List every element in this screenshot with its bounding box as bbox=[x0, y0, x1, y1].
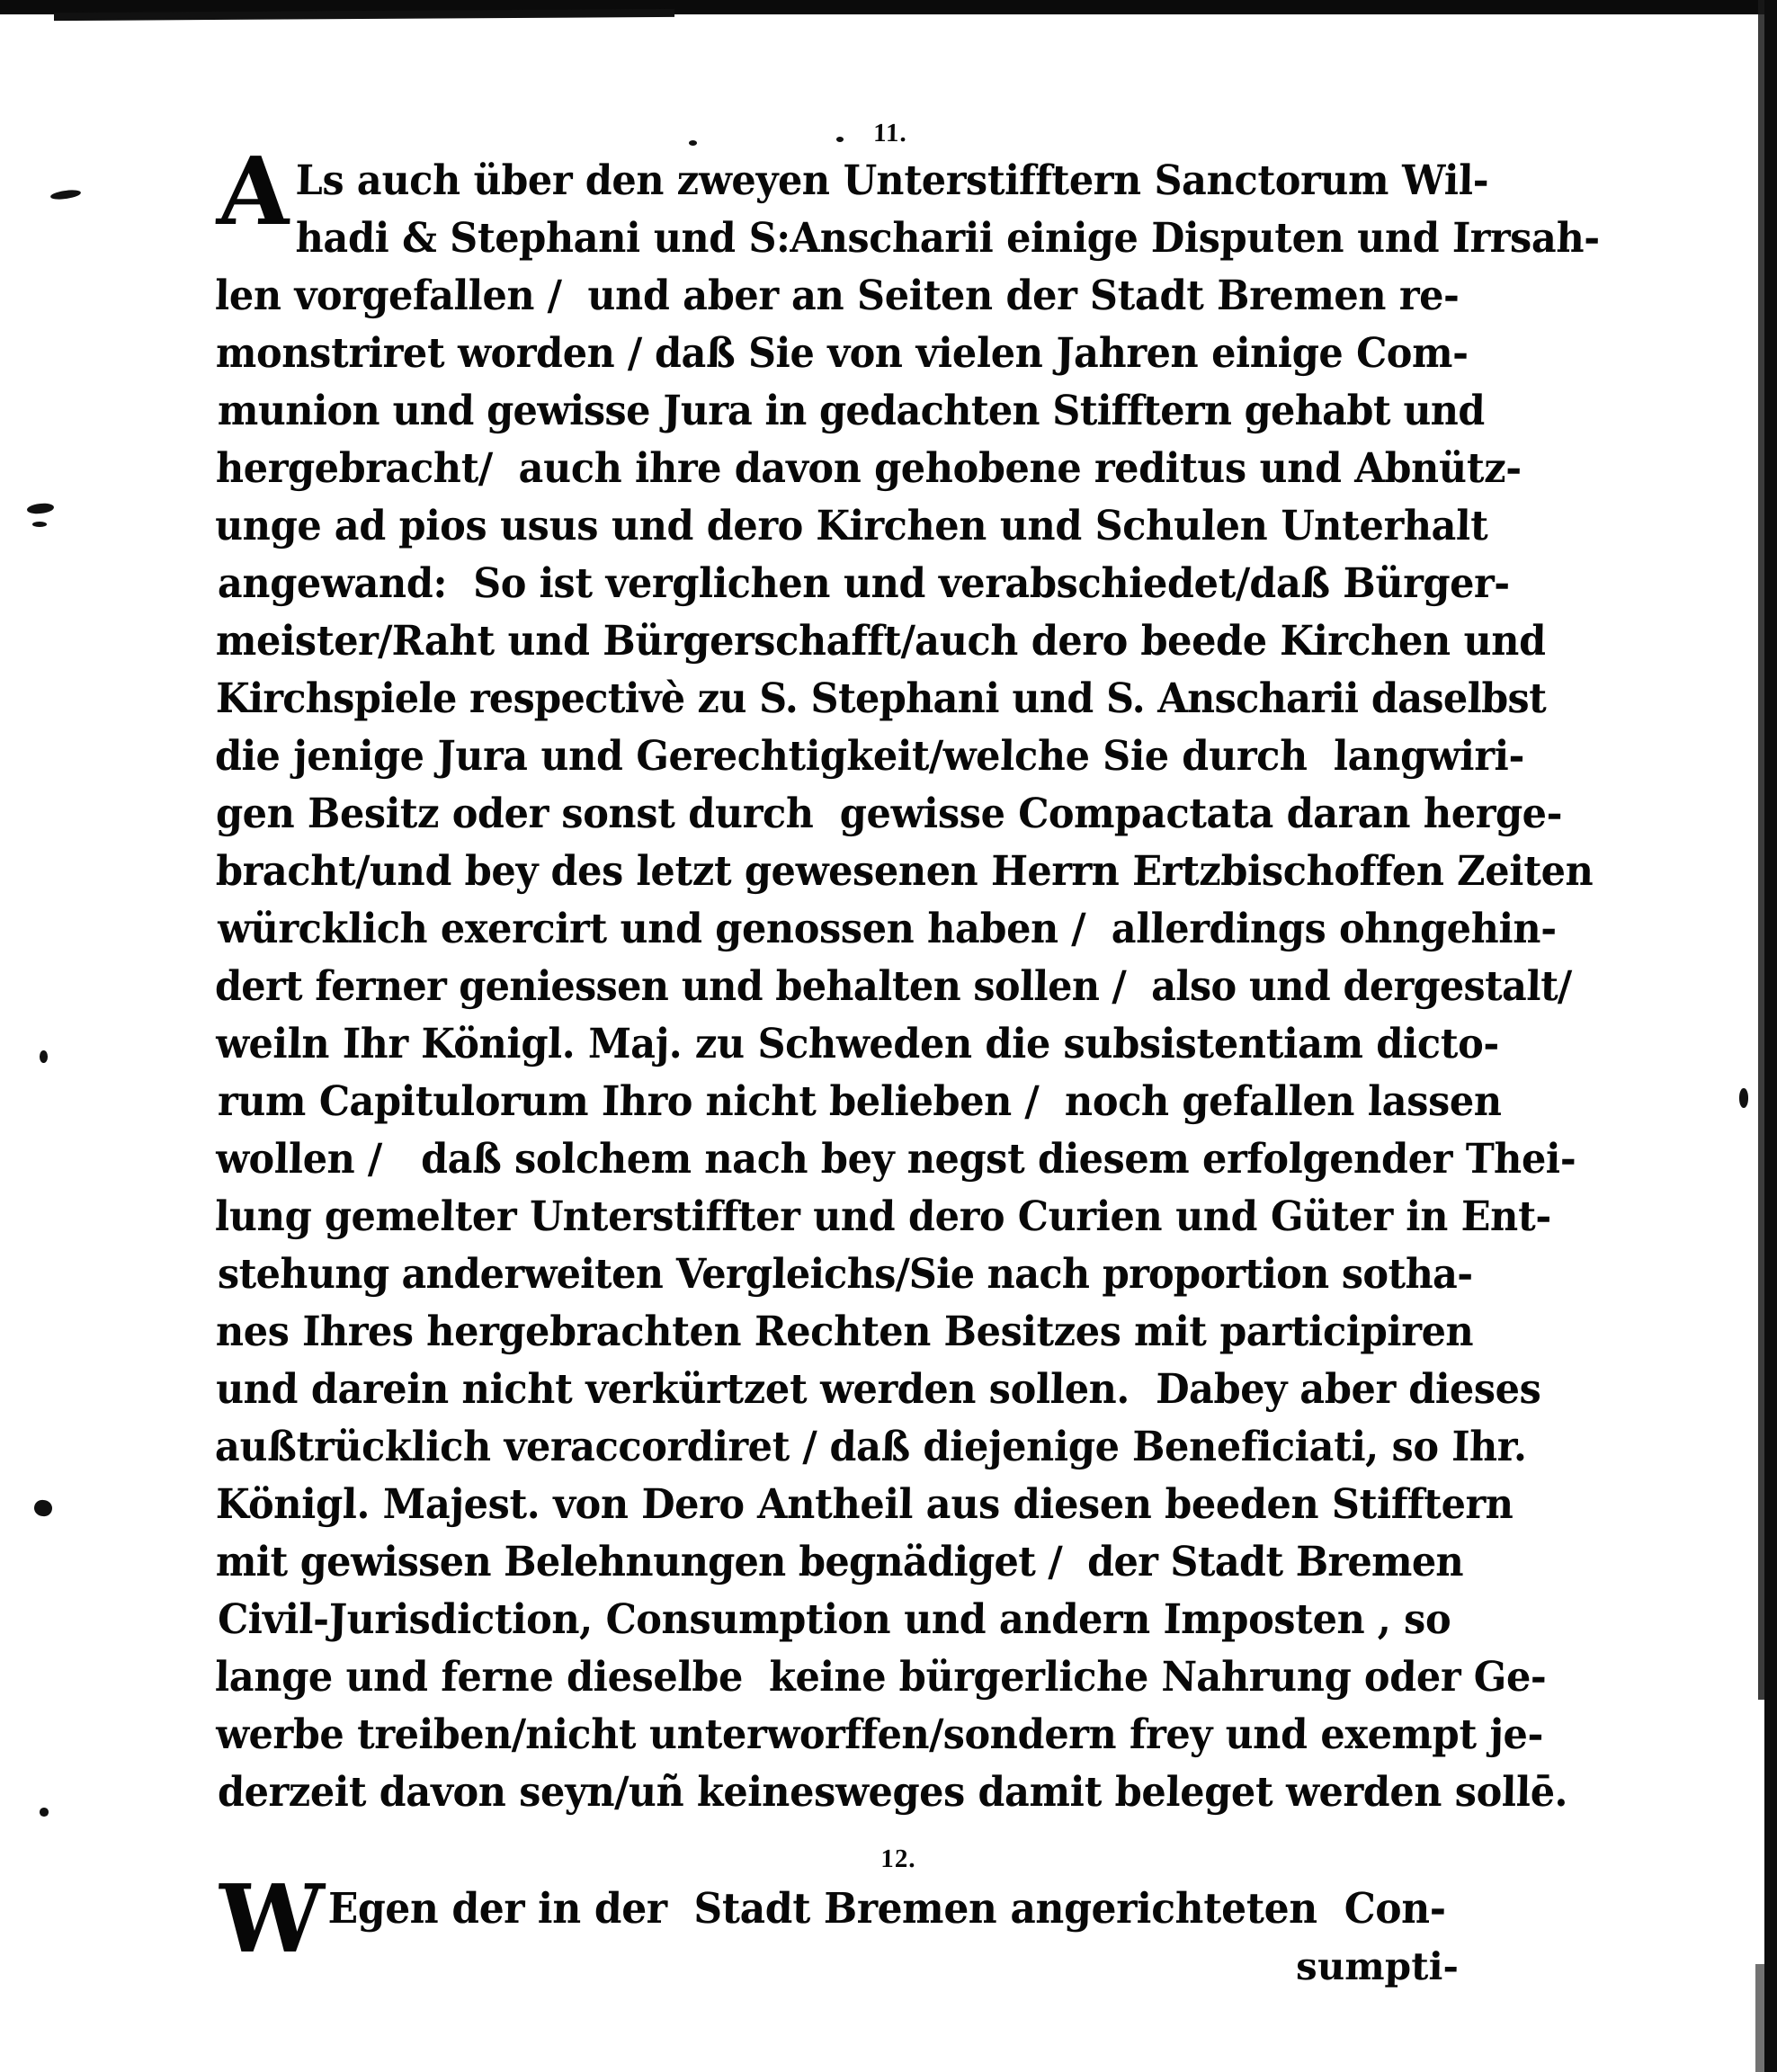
paragraph-section-11 bbox=[214, 136, 1601, 1821]
page-text-block bbox=[214, 119, 1601, 1995]
scan-speck bbox=[1739, 1088, 1748, 1108]
scan-edge-bottom-right bbox=[1755, 1964, 1764, 2072]
scan-speck bbox=[50, 189, 82, 201]
text-line: len vorgefallen / und aber an Seiten der Stadt Bremen re- bbox=[214, 272, 1460, 320]
text-line: monstriret worden / daß Sie von vielen Jahren einige Com- bbox=[215, 329, 1469, 378]
scan-speck bbox=[40, 1808, 49, 1817]
dropcap-W: W bbox=[215, 1863, 326, 1974]
text-line: stehung anderweiten Vergleichs/Sie nach proportion sotha- bbox=[217, 1250, 1474, 1299]
text-line: bracht/und bey des letzt gewesenen Herrn Ertzbischoffen Zeiten bbox=[215, 847, 1594, 896]
scan-edge-right-secondary bbox=[1758, 0, 1764, 1700]
text-line: wollen / daß solchem nach bey negst diesem erfolgender Thei- bbox=[215, 1135, 1576, 1183]
text-line: würcklich exercirt und genossen haben / allerdings ohngehin- bbox=[217, 905, 1558, 953]
text-line: lung gemelter Unterstiffter und dero Curien und Güter in Ent- bbox=[214, 1192, 1552, 1241]
text-line: hergebracht/ auch ihre davon gehobene reditus und Abnütz- bbox=[215, 444, 1523, 493]
text-line: mit gewissen Belehnungen begnädiget / der Stadt Bremen bbox=[215, 1538, 1464, 1586]
scan-speck bbox=[32, 1498, 53, 1518]
text-line: munion und gewisse Jura in gedachten Stifftern gehabt und bbox=[217, 387, 1486, 435]
text-line: angewand: So ist verglichen und verabschiedet/daß Bürger- bbox=[217, 559, 1511, 608]
text-line: Egen der in der Stadt Bremen angerichteten Con- bbox=[327, 1884, 1447, 1934]
text-line: gen Besitz oder sonst durch gewisse Compactata daran herge- bbox=[215, 790, 1563, 838]
scan-edge-top bbox=[0, 0, 1777, 14]
text-line: derzeit davon seyn/uñ keinesweges damit beleget werden sollē. bbox=[217, 1768, 1568, 1817]
text-line: außtrücklich veraccordiret / daß diejenige Beneficiati, so Ihr. bbox=[214, 1423, 1528, 1471]
text-line: Kirchspiele respectivè zu S. Stephani und S. Anscharii daselbst bbox=[215, 674, 1547, 723]
text-line: Königl. Majest. von Dero Antheil aus diesen beeden Stifftern bbox=[215, 1480, 1514, 1529]
text-line: rum Capitulorum Ihro nicht belieben / noch gefallen lassen bbox=[217, 1077, 1503, 1126]
scan-speck bbox=[27, 502, 55, 514]
text-line: werbe treiben/nicht unterworffen/sondern frey und exempt je- bbox=[215, 1710, 1544, 1759]
text-line: hadi & Stephani und S:Anscharii einige Disputen und Irrsah- bbox=[295, 214, 1601, 263]
text-line: meister/Raht und Bürgerschafft/auch dero beede Kirchen und bbox=[215, 617, 1547, 665]
text-line: weiln Ihr Königl. Maj. zu Schweden die subsistentiam dicto- bbox=[215, 1020, 1500, 1068]
scan-speck bbox=[40, 1050, 48, 1063]
text-line: nes Ihres hergebrachten Rechten Besitzes mit participiren bbox=[215, 1308, 1475, 1356]
text-line: die jenige Jura und Gerechtigkeit/welche Sie durch langwiri- bbox=[214, 732, 1525, 781]
text-line: Civil-Jurisdiction, Consumption und andern Imposten , so bbox=[217, 1595, 1451, 1644]
section-number-11: 11. bbox=[872, 119, 908, 147]
text-line: und darein nicht verkürtzet werden sollen. Dabey aber dieses bbox=[215, 1365, 1542, 1414]
text-line: unge ad pios usus und dero Kirchen und Schulen Unterhalt bbox=[214, 502, 1489, 550]
paragraph-section-12 bbox=[215, 1863, 1565, 1995]
text-line: Ls auch über den zweyen Unterstifftern Sanctorum Wil- bbox=[295, 156, 1489, 205]
catchword-line: sumpti- bbox=[1295, 1944, 1460, 1988]
text-line: dert ferner geniessen und behalten sollen / also und dergestalt/ bbox=[214, 962, 1572, 1011]
scan-speck bbox=[32, 522, 47, 527]
scan-edge-right bbox=[1764, 0, 1777, 2072]
text-line: lange und ferne dieselbe keine bürgerliche Nahrung oder Ge- bbox=[214, 1653, 1547, 1701]
section-number-12: 12. bbox=[880, 1844, 916, 1873]
dropcap-A: A bbox=[215, 136, 294, 246]
